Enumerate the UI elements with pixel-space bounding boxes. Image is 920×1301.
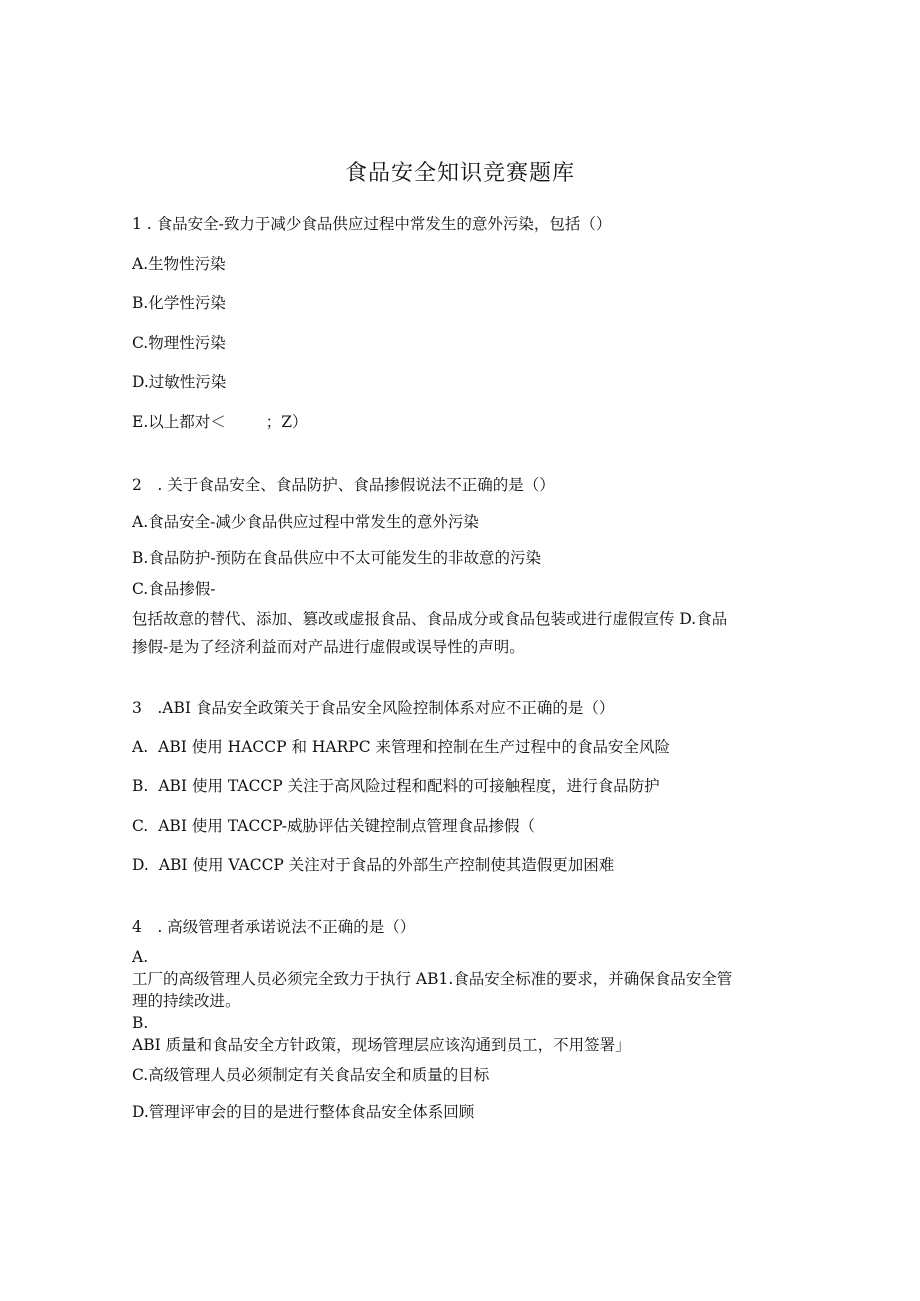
q2-option-c-cont1: 包括故意的替代、添加、篡改或虚报食品、食品成分或食品包装或进行虚假宣传 D.食品 (132, 610, 728, 628)
q3-option-d (132, 855, 614, 875)
q4-option-c: C.高级管理人员必须制定有关食品安全和质量的目标 (132, 1066, 490, 1084)
q1-option-c: C.物理性污染 (132, 334, 226, 352)
q4-option-d: D.管理评审会的目的是进行整体食品安全体系回顾 (132, 1103, 475, 1121)
q3-option-a-text: ABI 使用 HACCP 和 HARPC 来管理和控制在生产过程中的食品安全风险 (158, 738, 670, 756)
q3-stem: 3 .ABI 食品安全政策关于食品安全风险控制体系对应不正确的是（） (132, 699, 615, 717)
q2-option-c-cont2: 掺假-是为了经济利益而对产品进行虚假或误导性的声明。 (132, 638, 525, 656)
q1-option-e-left: E.以上都对＜ (132, 413, 226, 431)
q3-option-c-text: ABI 使用 TACCP-威胁评估关键控制点管理食品掺假（ (158, 817, 536, 835)
q4-option-a-text2: 理的持续改进。 (132, 992, 241, 1010)
q4-option-b-text: ABI 质量和食品安全方针政策，现场管理层应该沟通到员工，不用签署」 (132, 1036, 631, 1054)
q3-option-d-text: ABI 使用 VACCP 关注对于食品的外部生产控制使其造假更加困难 (158, 856, 615, 874)
q4-stem: 4 . 高级管理者承诺说法不正确的是（） (132, 918, 416, 936)
q2-option-c: C.食品掺假- (132, 580, 216, 598)
q1-option-d: D.过敏性污染 (132, 373, 227, 391)
q3-option-c-label: C. (132, 817, 149, 835)
q4-option-b-label: B. (132, 1014, 149, 1032)
q1-option-a: A.生物性污染 (132, 255, 226, 273)
q3-option-b-label: B. (132, 777, 149, 795)
q3-option-a-label: A. (132, 738, 149, 756)
q2-stem: 2 . 关于食品安全、食品防护、食品掺假说法不正确的是（） (132, 476, 555, 494)
q4-option-a-text1: 工厂的高级管理人员必须完全致力于执行 AB1.食品安全标准的要求，并确保食品安全管 (132, 970, 733, 988)
q2-option-b: B.食品防护-预防在食品供应中不太可能发生的非故意的污染 (132, 549, 542, 567)
q3-option-b-text: ABI 使用 TACCP 关注于高风险过程和配料的可接触程度，进行食品防护 (158, 777, 660, 795)
q3-option-c (132, 816, 535, 836)
q3-option-a (132, 737, 670, 757)
q3-option-b (132, 776, 660, 796)
page-title: 食品安全知识竞赛题库 (344, 161, 575, 186)
q1-option-e-right: ；Z） (265, 413, 308, 431)
q1-option-e (132, 412, 308, 432)
q4-option-a-label: A. (132, 948, 149, 966)
q1-option-b: B.化学性污染 (132, 294, 226, 312)
q3-option-d-label: D. (132, 856, 149, 874)
q2-option-a: A.食品安全-减少食品供应过程中常发生的意外污染 (132, 513, 479, 531)
q1-stem: 1 . 食品安全-致力于减少食品供应过程中常发生的意外污染，包括（） (132, 215, 612, 233)
